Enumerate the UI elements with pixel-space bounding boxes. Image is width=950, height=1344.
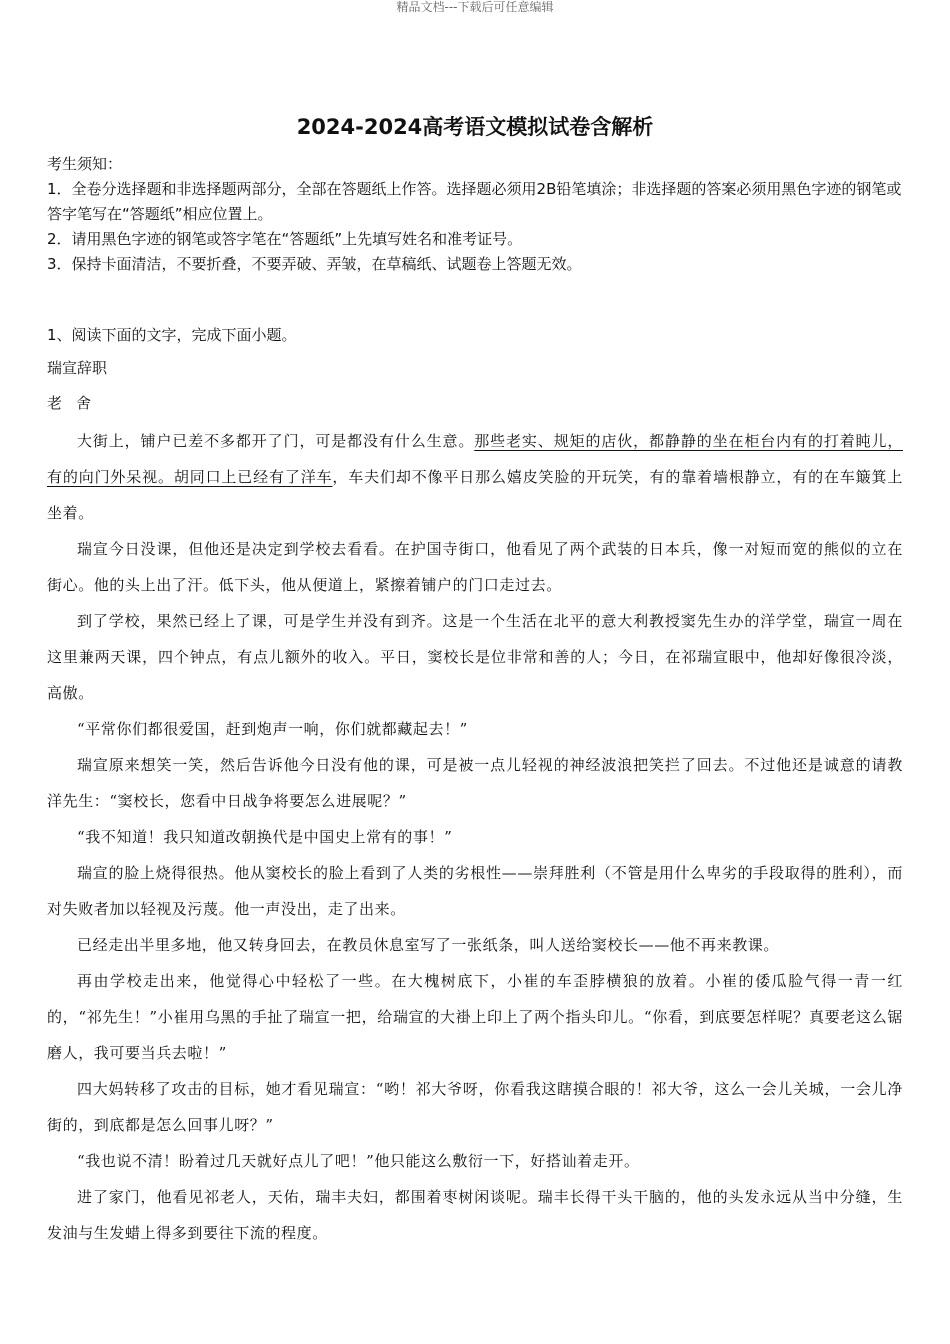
passage-paragraph: “我不知道！我只知道改朝换代是中国史上常有的事！” (77, 828, 453, 846)
passage-paragraph: “我也说不清！盼着过几天就好点儿了吧！”他只能这么敷衍一下，好搭讪着走开。 (77, 1152, 640, 1170)
passage-paragraph: “平常你们都很爱国，赶到炮声一响，你们就都藏起去！” (77, 720, 468, 738)
notice-heading: 考生须知： (47, 155, 123, 173)
passage-paragraph (47, 423, 903, 531)
passage-paragraph: 到了学校，果然已经上了课，可是学生并没有到齐。这是一个生活在北平的意大利教授窦先生办的洋学堂，瑞宣一周在这里兼两天课，四个钟点，有点儿额外的收入。平日，窦校长是位非常和善的人；今日，在祁瑞宣眼中，他却好像很冷淡，高傲。 (47, 612, 903, 702)
passage-paragraph: 四大妈转移了攻击的目标，她才看见瑞宣：“哟！祁大爷呀，你看我这瞎摸合眼的！祁大爷，这么一会儿关城，一会儿净街的，到底都是怎么回事儿呀？” (47, 1080, 903, 1134)
passage-paragraph: 进了家门，他看见祁老人，天佑，瑞丰夫妇，都围着枣树闲谈呢。瑞丰长得干头干脑的，他的头发永远从当中分缝，生发油与生发蜡上得多到要往下流的程度。 (47, 1188, 903, 1242)
passage-paragraph: 再由学校走出来，他觉得心中轻松了一些。在大槐树底下，小崔的车歪脖横狼的放着。小崔的倭瓜脸气得一青一红的，“祁先生！”小崔用乌黑的手扯了瑞宣一把，给瑞宣的大褂上印上了两个指头印儿。“你看，到底要怎样呢？真要老这么锯磨人，我可要当兵去啦！” (47, 972, 903, 1062)
question-intro: 1、阅读下面的文字，完成下面小题。 (47, 326, 297, 344)
notice-section (47, 152, 903, 277)
passage-paragraph: 瑞宣的脸上烧得很热。他从窦校长的脸上看到了人类的劣根性——崇拜胜利（不管是用什么卑劣的手段取得的胜利），而对失败者加以轻视及污蔑。他一声没出，走了出来。 (47, 864, 903, 918)
page-title: 2024-2024高考语文模拟试卷含解析 (296, 115, 654, 139)
notice-item: 1．全卷分选择题和非选择题两部分，全部在答题纸上作答。选择题必须用2B铅笔填涂；非选择题的答案必须用黑色字迹的钢笔或答字笔写在“答题纸”相应位置上。 (47, 180, 902, 223)
story-author: 老舍 (47, 394, 106, 412)
passage (47, 423, 903, 1251)
passage-text: ，车夫们却不像平日那么嬉皮笑脸的开玩笑，有的靠着墙根静立，有的在车簸箕上坐着。 (47, 468, 903, 522)
story-title: 瑞宣辞职 (47, 359, 108, 377)
header-note: 精品文档---下载后可任意编辑 (396, 0, 554, 14)
passage-paragraph: 已经走出半里多地，他又转身回去，在教员休息室写了一张纸条，叫人送给窦校长——他不再来教课。 (77, 936, 780, 954)
notice-item: 3．保持卡面清洁，不要折叠，不要弄破、弄皱，在草稿纸、试题卷上答题无效。 (47, 255, 582, 273)
passage-paragraph: 瑞宣今日没课，但他还是决定到学校去看看。在护国寺街口，他看见了两个武装的日本兵，像一对短而宽的熊似的立在街心。他的头上出了汗。低下头，他从便道上，紧擦着铺户的门口走过去。 (47, 540, 903, 594)
notice-item: 2．请用黑色字迹的钢笔或答字笔在“答题纸”上先填写姓名和准考证号。 (47, 230, 523, 248)
underlined-sentence: 那些老实、规矩的店伙，都静静的坐在柜台内有的打着盹儿，有的向门外呆视。胡同口上已经有了洋车 (47, 432, 903, 486)
passage-paragraph: 瑞宣原来想笑一笑，然后告诉他今日没有他的课，可是被一点儿轻视的神经波浪把笑拦了回去。不过他还是诚意的请教洋先生：“窦校长，您看中日战争将要怎么进展呢？” (47, 756, 903, 810)
passage-text: 大街上，铺户已差不多都开了门，可是都没有什么生意。 (77, 432, 475, 450)
